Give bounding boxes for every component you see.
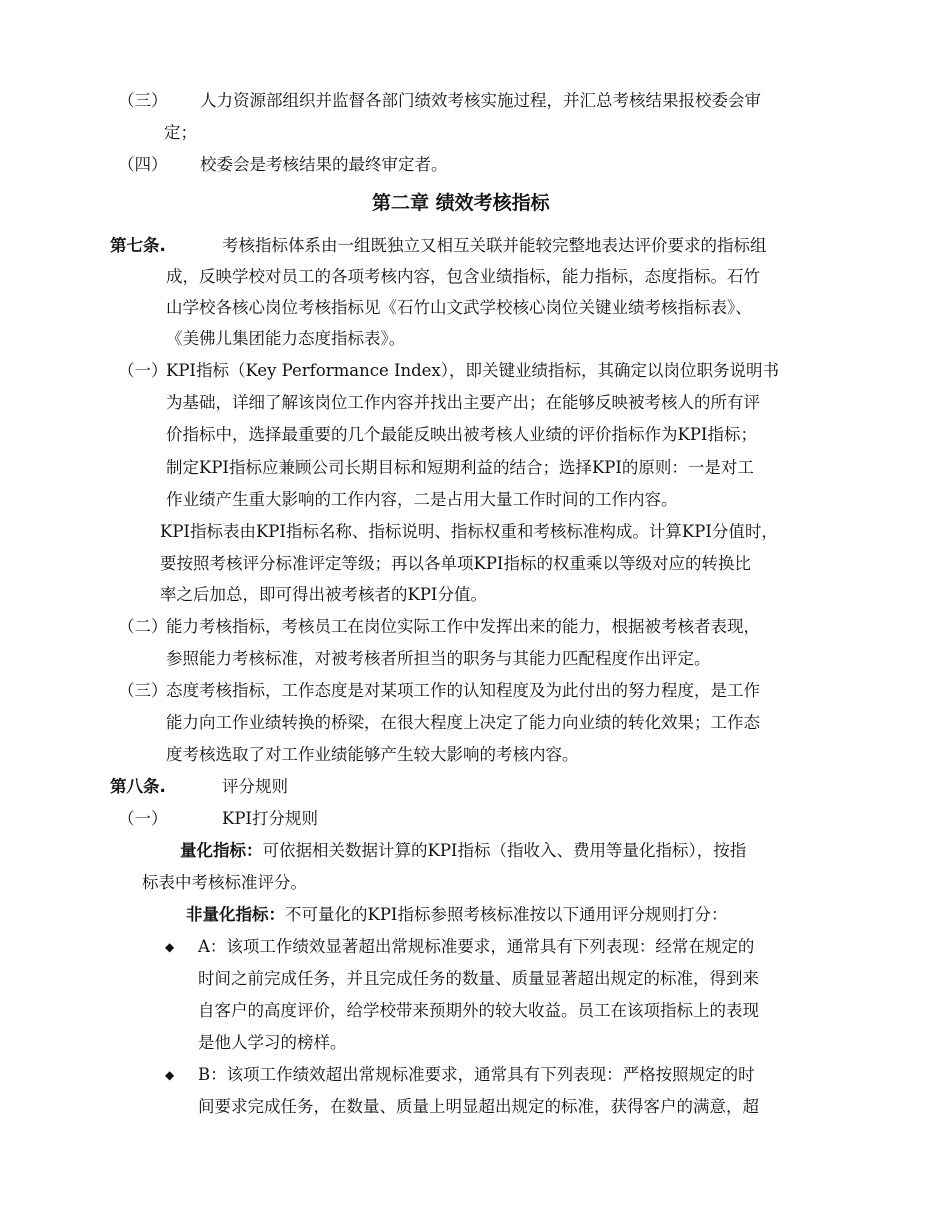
paragraph-line: 为基础，详细了解该岗位工作内容并找出主要产出；在能够反映被考核人的所有评 [166, 393, 760, 412]
paragraph-line: B：该项工作绩效超出常规标准要求，通常具有下列表现：严格按照规定的时 [198, 1065, 755, 1084]
paragraph-line: 定； [164, 123, 197, 142]
paragraph-line: 间要求完成任务，在数量、质量上明显超出规定的标准，获得客户的满意，超 [198, 1097, 759, 1116]
paragraph-line: 时间之前完成任务，并且完成任务的数量、质量显著超出规定的标准，得到来 [198, 969, 759, 988]
paragraph-line: 不可量化的KPI指标参照考核标准按以下通用评分规则打分： [285, 905, 728, 924]
item-marker: （三） [118, 681, 168, 700]
paragraph-line: 能力考核指标，考核员工在岗位实际工作中发挥出来的能力，根据被考核者表现， [166, 617, 760, 636]
paragraph-line: 态度考核指标，工作态度是对某项工作的认知程度及为此付出的努力程度，是工作 [166, 681, 760, 700]
paragraph-line: KPI指标表由KPI指标名称、指标说明、指标权重和考核标准构成。计算KPI分值时， [160, 522, 778, 541]
paragraph-line: 制定KPI指标应兼顾公司长期目标和短期利益的结合；选择KPI的原则：一是对工 [166, 458, 754, 477]
nonquant-label: 非量化指标： [186, 905, 285, 924]
paragraph-line: 能力向工作业绩转换的桥梁，在很大程度上决定了能力向业绩的转化效果；工作态 [166, 713, 760, 732]
paragraph-line: A：该项工作绩效显著超出常规标准要求，通常具有下列表现：经常在规定的 [198, 937, 755, 956]
item-marker: （四） [118, 155, 168, 174]
paragraph-line: 成，反映学校对员工的各项考核内容，包含业绩指标，能力指标，态度指标。石竹 [166, 267, 760, 286]
item-marker: （三） [118, 91, 168, 110]
paragraph-line: 自客户的高度评价，给学校带来预期外的较大收益。员工在该项指标上的表现 [198, 1001, 759, 1020]
subsection-title: KPI打分规则 [222, 809, 318, 828]
paragraph-line: 山学校各核心岗位考核指标见《石竹山文武学校核心岗位关键业绩考核指标表》、 [166, 298, 752, 317]
diamond-bullet-icon: ◆ [165, 1068, 175, 1082]
paragraph-line: KPI指标（Key Performance Index），即关键业绩指标，其确定以岗位职务说明书 [166, 361, 779, 380]
paragraph-line: 校委会是考核结果的最终审定者。 [200, 155, 448, 174]
item-marker: （一） [118, 361, 168, 380]
item-marker: （二） [118, 617, 168, 636]
article-label: 第八条. [110, 777, 166, 796]
nonquant-paragraph [186, 905, 727, 925]
item-marker: （一） [118, 809, 168, 828]
paragraph-line: 价指标中，选择最重要的几个最能反映出被考核人业绩的评价指标作为KPI指标； [166, 425, 757, 444]
paragraph-line: 率之后加总，即可得出被考核者的KPI分值。 [160, 585, 487, 604]
diamond-bullet-icon: ◆ [165, 940, 175, 954]
paragraph-line: 人力资源部组织并监督各部门绩效考核实施过程，并汇总考核结果报校委会审 [200, 91, 761, 110]
paragraph-line: 要按照考核评分标准评定等级；再以各单项KPI指标的权重乘以等级对应的转换比 [160, 554, 751, 573]
paragraph-line: 标表中考核标准评分。 [142, 873, 307, 892]
paragraph-line: 是他人学习的榜样。 [198, 1033, 347, 1052]
quant-label: 量化指标： [180, 841, 263, 860]
paragraph-line: 参照能力考核标准，对被考核者所担当的职务与其能力匹配程度作出评定。 [166, 649, 711, 668]
paragraph-line: 可依据相关数据计算的KPI指标（指收入、费用等量化指标），按指 [262, 841, 747, 860]
article-label: 第七条. [110, 236, 166, 255]
chapter-title: 第二章 绩效考核指标 [372, 192, 550, 214]
paragraph-line: 度考核选取了对工作业绩能够产生较大影响的考核内容。 [166, 745, 579, 764]
article-title: 评分规则 [222, 777, 288, 796]
paragraph-line: 考核指标体系由一组既独立又相互关联并能较完整地表达评价要求的指标组 [222, 236, 767, 255]
paragraph-line: 作业绩产生重大影响的工作内容，二是占用大量工作时间的工作内容。 [166, 490, 678, 509]
quant-paragraph [180, 841, 746, 861]
paragraph-line: 《美佛儿集团能力态度指标表》。 [166, 329, 406, 348]
